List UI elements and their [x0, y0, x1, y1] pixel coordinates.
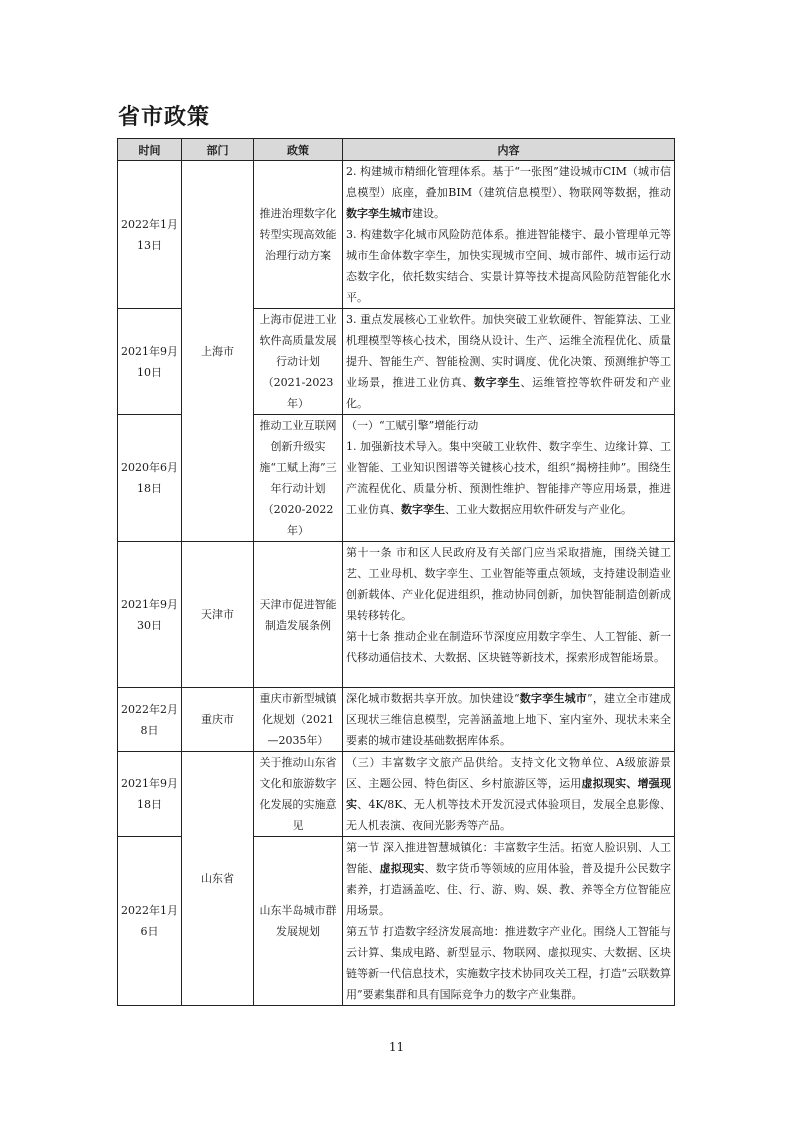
- dept-cell: 重庆市: [182, 688, 254, 752]
- content-text: 第十一条 市和区人民政府及有关部门应当采取措施，围绕关键工艺、工业母机、数字孪生、工业智能等重点领域，支持建设制造业创新载体、产业化促进组织，推动协同创新，加快智能制造创新成果转移转化。: [346, 546, 671, 622]
- row-policy: 推进治理数字化转型实现高效能治理行动方案: [254, 161, 343, 309]
- header-time: 时间: [118, 139, 182, 161]
- page-title: 省市政策: [118, 105, 211, 130]
- content-text: 深化城市数据共享开放。加快建设“: [346, 692, 520, 705]
- content-text: 、运维管控等软件研发和产业化。: [346, 376, 672, 410]
- row-policy: 上海市促进工业软件高质量发展行动计划（2021-2023年）: [254, 309, 343, 415]
- highlight-term: 虚拟现实、增强现实: [346, 777, 671, 811]
- content-text: 3. 重点发展核心工业软件。加快突破工业软硬件、智能算法、工业机理模型等核心技术，围绕从设计、生产、运维全流程优化、质量提升、智能生产、智能检测、实时调度、优化决策、预测维护等工业场景，推进工业仿真、: [346, 313, 671, 389]
- content-paragraph: [346, 542, 671, 626]
- content-text: 建设。: [412, 207, 445, 220]
- content-paragraph: [346, 752, 671, 836]
- row-time: 2021年9月10日: [118, 309, 182, 415]
- content-paragraph: [346, 837, 671, 921]
- content-text: 第十七条 推动企业在制造环节深度应用数字孪生、人工智能、新一代移动通信技术、大数据、区块链等新技术，探索形成智能场景。: [346, 630, 671, 664]
- content-paragraph: [346, 688, 671, 751]
- row-time: 2021年9月30日: [118, 542, 182, 688]
- row-content: [343, 309, 675, 415]
- content-text: 、数字货币等领域的应用体验，普及提升公民数字素养，打造涵盖吃、住、行、游、购、娱、教、养等全方位智能应用场景。: [346, 862, 672, 917]
- table-row: [118, 688, 675, 752]
- row-content: [343, 161, 675, 309]
- dept-cell: 上海市: [182, 161, 254, 542]
- row-policy: 重庆市新型城镇化规划（2021—2035年）: [254, 688, 343, 752]
- table-header-row: [118, 139, 675, 161]
- header-policy: 政策: [254, 139, 343, 161]
- content-paragraph: [346, 415, 671, 436]
- content-text: （三）丰富数字文旅产品供给。支持文化文物单位、A级旅游景区、主题公园、特色街区、乡村旅游区等，运用: [346, 756, 671, 790]
- content-text: 2. 构建城市精细化管理体系。基于“一张图”建设城市CIM（城市信息模型）底座，叠加BIM（建筑信息模型）、物联网等数据，推动: [346, 165, 671, 199]
- row-time: 2022年1月6日: [118, 837, 182, 1006]
- table-row: [118, 161, 675, 309]
- header-dept: 部门: [182, 139, 254, 161]
- content-text: ”，建立全市建成区现状三维信息模型，完善涵盖地上地下、室内室外、现状未来全要素的城市建设基础数据库体系。: [346, 692, 672, 747]
- highlight-term: 数字孪生城市: [519, 692, 587, 705]
- content-paragraph: [346, 921, 671, 1005]
- table-row: [118, 752, 675, 837]
- row-time: 2021年9月18日: [118, 752, 182, 837]
- row-policy: 山东半岛城市群发展规划: [254, 837, 343, 1006]
- page-number: 11: [388, 1040, 405, 1054]
- highlight-term: 数字孪生: [473, 376, 521, 389]
- row-content: [343, 415, 675, 542]
- dept-cell: 山东省: [182, 752, 254, 1006]
- content-text: 3. 构建数字化城市风险防范体系。推进智能楼宇、最小管理单元等城市生命体数字孪生，加快实现城市空间、城市部件、城市运行动态数字化，依托数实结合、实景计算等技术提高风险防范智能化水平。: [346, 228, 671, 304]
- content-text: 、4K/8K、无人机等技术开发沉浸式体验项目，发展全息影像、无人机表演、夜间光影秀等产品。: [346, 798, 671, 832]
- row-content: [343, 752, 675, 837]
- content-text: 1. 加强新技术导入。集中突破工业软件、数字孪生、边缘计算、工业智能、工业知识图谱等关键核心技术，组织“揭榜挂帅”。围绕生产流程优化、质量分析、预测性维护、智能排产等应用场景，推进工业仿真、: [346, 440, 671, 516]
- content-paragraph: [346, 224, 671, 308]
- row-time: 2020年6月18日: [118, 415, 182, 542]
- row-content: [343, 837, 675, 1006]
- row-policy: 关于推动山东省文化和旅游数字化发展的实施意见: [254, 752, 343, 837]
- content-text: 第一节 深入推进智慧城镇化：丰富数字生活。拓宽人脸识别、人工智能、: [346, 841, 671, 875]
- header-content: 内容: [343, 139, 675, 161]
- highlight-term: 数字孪生城市: [346, 207, 412, 220]
- highlight-term: 虚拟现实: [379, 862, 425, 875]
- content-paragraph: [346, 626, 671, 668]
- row-policy: 推动工业互联网创新升级实施“工赋上海”三年行动计划（2020-2022年）: [254, 415, 343, 542]
- policy-table: [117, 138, 675, 1006]
- row-time: 2022年1月13日: [118, 161, 182, 309]
- content-text: 第五节 打造数字经济发展高地：推进数字产业化。围绕人工智能与云计算、集成电路、新型显示、物联网、虚拟现实、大数据、区块链等新一代信息技术，实施数字技术协同攻关工程，打造“云联数算用”要素集群和具有国际竞争力的数字产业集群。: [346, 925, 671, 1001]
- content-paragraph: [346, 436, 671, 520]
- content-paragraph: [346, 309, 671, 414]
- highlight-term: 数字孪生: [401, 503, 445, 516]
- row-policy: 天津市促进智能制造发展条例: [254, 542, 343, 688]
- table-row: [118, 542, 675, 688]
- content-paragraph: [346, 161, 671, 224]
- row-content: [343, 688, 675, 752]
- row-time: 2022年2月8日: [118, 688, 182, 752]
- content-text: 、工业大数据应用软件研发与产业化。: [445, 503, 632, 516]
- dept-cell: 天津市: [182, 542, 254, 688]
- content-text: （一）“工赋引擎”增能行动: [346, 419, 479, 432]
- row-content: [343, 542, 675, 688]
